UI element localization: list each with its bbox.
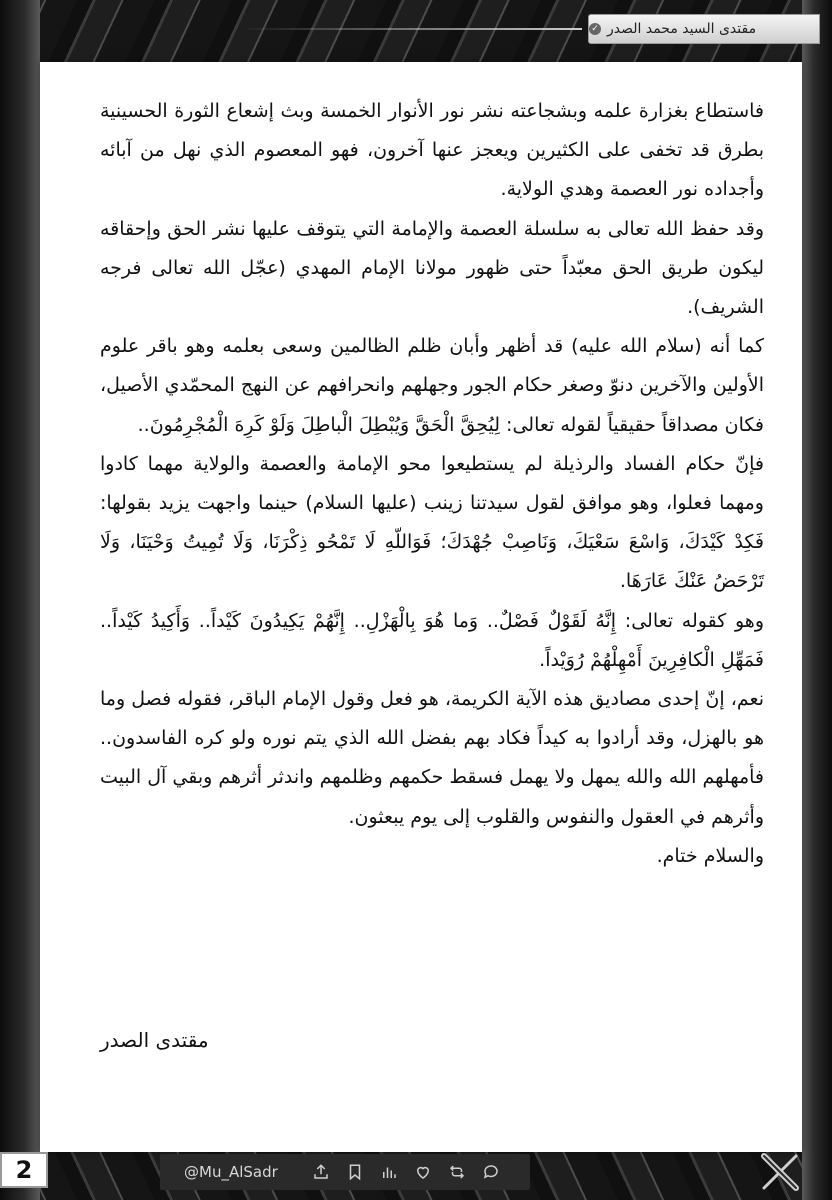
paragraph-5: وهو كقوله تعالى: إِنَّهُ لَقَوْلٌ فَصْلٌ.. وَما هُوَ بِالْهَزْلِ.. إِنَّهُمْ يَكِيدُونَ كَيْداً.. وَأَكِيدُ كَيْداً.. فَمَهِّلِ الْكافِرِينَ أَمْهِلْهُمْ رُوَيْداً. <box>100 609 764 671</box>
like-icon[interactable] <box>414 1163 432 1181</box>
action-icons <box>312 1163 500 1181</box>
document-page <box>40 62 802 1152</box>
bookmark-icon[interactable] <box>346 1163 364 1181</box>
paragraph-7: والسلام ختام. <box>656 844 764 867</box>
reply-icon[interactable] <box>482 1163 500 1181</box>
stats-icon[interactable] <box>380 1163 398 1181</box>
paragraph-2: وقد حفظ الله تعالى به سلسلة العصمة والإمامة التي يتوقف عليها نشر الحق وإحقاقه ليكون طريق الحق معبّداً حتى ظهور مولانا الإمام المهدي (عجّل الله تعالى فرجه الشريف). <box>100 217 764 319</box>
right-frame-border <box>802 0 832 1200</box>
page-number: 2 <box>0 1152 48 1188</box>
account-handle[interactable]: @Mu_AlSadr <box>184 1163 278 1181</box>
paragraph-6: نعم، إنّ إحدى مصاديق هذه الآية الكريمة، هو فعل وقول الإمام الباقر، فقوله فصل وما هو بالهزل، وقد أرادوا به كيداً فكاد بهم بفضل الله الذي يتم نوره ولو كره الفاسدون.. فأمهلهم الله والله يمهل ولا يهمل فسقط حكمهم وظلمهم واندثر أثرهم وبقي آل البيت وأثرهم في العقول والنفوس والقلوب إلى يوم يبعثون. <box>100 688 764 828</box>
share-icon[interactable] <box>312 1163 330 1181</box>
author-name: مقتدى السيد محمد الصدر <box>607 21 757 37</box>
paragraph-4: فإنّ حكام الفساد والرذيلة لم يستطيعوا محو الإمامة والعصمة والولاية مهما كادوا ومهما فعلوا، وهو موافق لقول سيدتنا زينب (عليها السلام) حينما واجهت يزيد بقولها: فَكِدْ كَيْدَكَ، وَاسْعَ سَعْيَكَ، وَنَاصِبْ جُهْدَكَ؛ فَوَاللّهِ لَا تَمْحُو ذِكْرَنَا، وَلَا تُمِيتُ وَحْيَنَا، وَلَا تَرْحَضُ عَنْكَ عَارَهَا. <box>100 452 764 593</box>
document-body <box>100 92 764 876</box>
repost-icon[interactable] <box>448 1163 466 1181</box>
author-banner <box>588 14 820 44</box>
paragraph-1: فاستطاع بغزارة علمه وبشجاعته نشر نور الأنوار الخمسة وبث إشعاع الثورة الحسينية بطرق قد تخفى على الكثيرين ويعجز عنها آخرون، فهو المعصوم الذي نهل من آبائه وأجداده نور العصمة وهدي الولاية. <box>100 100 764 201</box>
left-frame-border <box>0 0 40 1200</box>
signature: مقتدى الصدر <box>100 1028 209 1052</box>
verified-badge-icon: ✓ <box>589 23 601 35</box>
social-bar <box>160 1154 530 1190</box>
header-accent-line <box>242 28 582 30</box>
paragraph-3: كما أنه (سلام الله عليه) قد أظهر وأبان ظلم الظالمين وسعى بعلمه وهو باقر علوم الأولين والآخرين دنوّ وصغر حكام الجور وجهلهم وانحرافهم عن النهج المحمّدي الأصيل، فكان مصداقاً حقيقياً لقوله تعالى: لِيُحِقَّ الْحَقَّ وَيُبْطِلَ الْباطِلَ وَلَوْ كَرِهَ الْمُجْرِمُونَ.. <box>100 335 764 436</box>
x-logo-icon <box>758 1150 802 1194</box>
